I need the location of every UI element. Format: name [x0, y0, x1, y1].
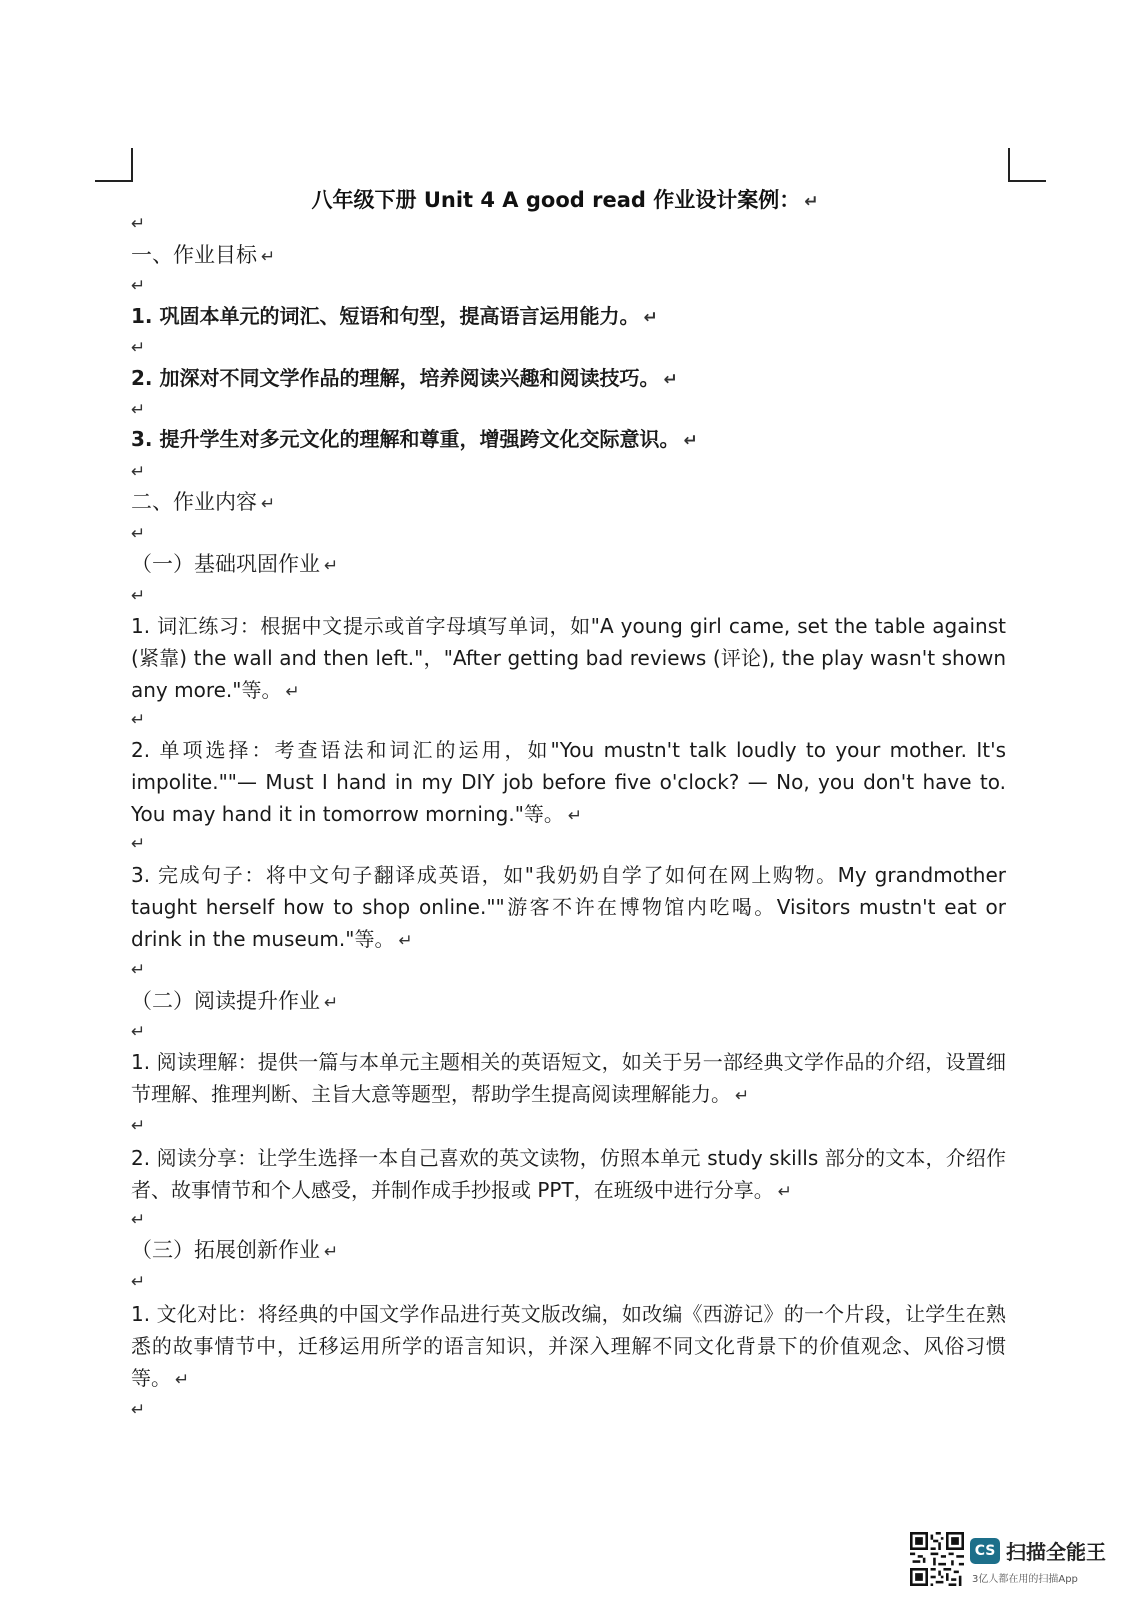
paragraph-mark: ↵	[131, 214, 146, 234]
scanner-watermark	[910, 1532, 1110, 1590]
scanner-tagline: 3亿人都在用的扫描App	[972, 1574, 1078, 1585]
crop-mark-top-left	[95, 148, 133, 182]
basic-item-vocabulary: 1. 词汇练习：根据中文提示或首字母填写单词，如"A young girl came, set the table against (紧靠) the wall and then left."，"After getting bad reviews (评论), the play wasn't shown any more."等。 ↵	[131, 614, 1006, 702]
goal-item-3: 3. 提升学生对多元文化的理解和尊重，增强跨文化交际意识。 ↵	[131, 427, 698, 451]
paragraph-mark: ↵	[131, 1022, 146, 1042]
subsection-heading-reading: （二）阅读提升作业 ↵	[131, 989, 339, 1013]
paragraph-mark: ↵	[131, 400, 146, 420]
section-heading-goals: 一、作业目标 ↵	[131, 243, 276, 267]
basic-item-choice: 2. 单项选择：考查语法和词汇的运用，如"You mustn't talk loudly to your mother. It's impolite.""— Must I hand in my DIY job before five o'clock? — No, you don't have to. You may hand it in tomorrow morning."等。 ↵	[131, 738, 1006, 826]
paragraph-mark: ↵	[131, 276, 146, 296]
cs-logo-badge: CS	[970, 1538, 1000, 1564]
basic-item-sentence: 3. 完成句子：将中文句子翻译成英语，如"我奶奶自学了如何在网上购物。My grandmother taught herself how to shop online.""游客不许在博物馆内吃喝。Visitors mustn't eat or drink in the museum."等。 ↵	[131, 863, 1006, 951]
reading-item-sharing: 2. 阅读分享：让学生选择一本自己喜欢的英文读物，仿照本单元 study skills 部分的文本，介绍作者、故事情节和个人感受，并制作成手抄报或 PPT，在班级中进行分享。 ↵	[131, 1146, 1006, 1202]
paragraph-mark: ↵	[131, 338, 146, 358]
paragraph-mark: ↵	[131, 834, 146, 854]
paragraph-mark: ↵	[131, 710, 146, 730]
paragraph-mark: ↵	[131, 462, 146, 482]
section-heading-content: 二、作业内容 ↵	[131, 490, 276, 514]
paragraph-mark: ↵	[131, 1400, 146, 1420]
paragraph-mark: ↵	[131, 1210, 146, 1230]
crop-mark-top-right	[1008, 148, 1046, 182]
reading-item-comprehension: 1. 阅读理解：提供一篇与本单元主题相关的英语短文，如关于另一部经典文学作品的介绍，设置细节理解、推理判断、主旨大意等题型，帮助学生提高阅读理解能力。 ↵	[131, 1050, 1006, 1106]
subsection-heading-basic: （一）基础巩固作业 ↵	[131, 552, 339, 576]
extension-item-culture: 1. 文化对比：将经典的中国文学作品进行英文版改编，如改编《西游记》的一个片段，让学生在熟悉的故事情节中，迁移运用所学的语言知识，并深入理解不同文化背景下的价值观念、风俗习惯等。 ↵	[131, 1302, 1006, 1390]
goal-item-1: 1. 巩固本单元的词汇、短语和句型，提高语言运用能力。 ↵	[131, 304, 658, 328]
subsection-heading-extension: （三）拓展创新作业 ↵	[131, 1238, 339, 1262]
scanner-brand-name: 扫描全能王	[1006, 1540, 1106, 1564]
paragraph-mark: ↵	[131, 524, 146, 544]
paragraph-mark: ↵	[131, 960, 146, 980]
paragraph-mark: ↵	[131, 586, 146, 606]
paragraph-mark: ↵	[131, 1116, 146, 1136]
document-title: 八年级下册 Unit 4 A good read 作业设计案例： ↵	[311, 188, 819, 212]
paragraph-mark: ↵	[131, 1272, 146, 1292]
qr-code-icon	[910, 1532, 964, 1586]
goal-item-2: 2. 加深对不同文学作品的理解，培养阅读兴趣和阅读技巧。 ↵	[131, 366, 678, 390]
